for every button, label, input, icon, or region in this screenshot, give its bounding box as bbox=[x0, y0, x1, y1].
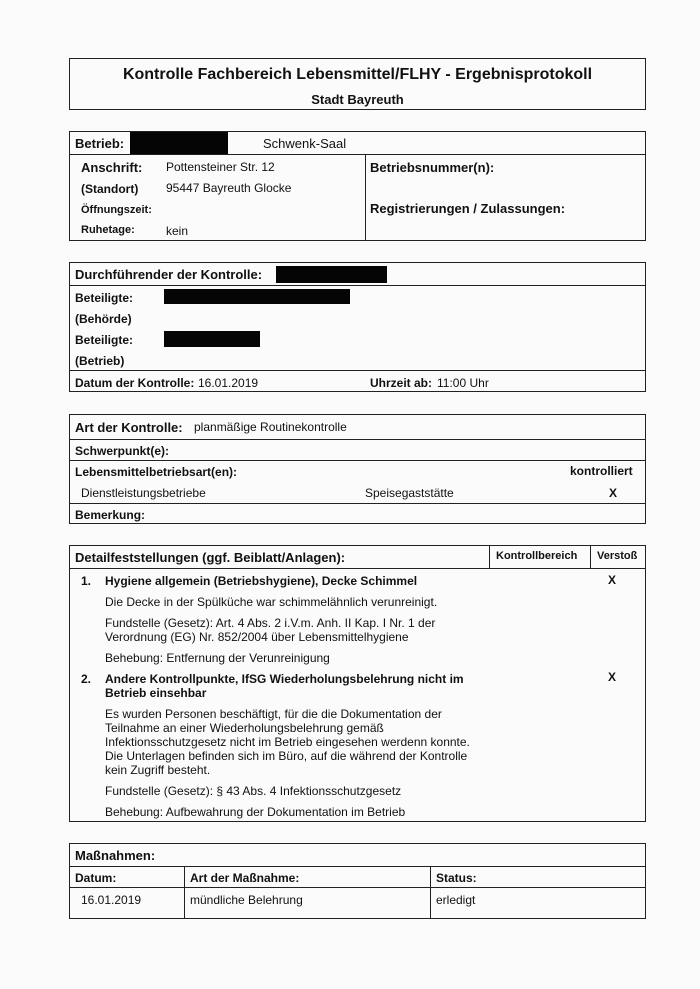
anschrift-ort: 95447 Bayreuth Glocke bbox=[166, 181, 292, 195]
behoerde-label: (Behörde) bbox=[75, 312, 132, 326]
registrierungen-label: Registrierungen / Zulassungen: bbox=[370, 201, 566, 216]
kontrollbereich-label: Kontrollbereich bbox=[496, 550, 578, 562]
divider bbox=[590, 545, 591, 568]
finding-2-text-line5: kein Zugriff besteht. bbox=[105, 763, 211, 777]
oeffnungszeit-label: Öffnungszeit: bbox=[81, 204, 152, 216]
divider bbox=[430, 866, 431, 919]
uhrzeit-label: Uhrzeit ab: bbox=[370, 376, 433, 390]
finding-1-fundstelle-line2: Verordnung (EG) Nr. 852/2004 über Lebensmittelhygiene bbox=[105, 630, 409, 644]
betrieb-paren-label: (Betrieb) bbox=[75, 354, 125, 368]
finding-1-title: Hygiene allgemein (Betriebshygiene), Decke Schimmel bbox=[105, 574, 418, 588]
redacted-block bbox=[130, 132, 228, 154]
art-label: Art der Kontrolle: bbox=[75, 420, 183, 435]
finding-1-text: Die Decke in der Spülküche war schimmelähnlich verunreinigt. bbox=[105, 595, 438, 609]
page-subtitle: Stadt Bayreuth bbox=[311, 92, 404, 107]
anschrift-label: Anschrift: bbox=[81, 160, 143, 175]
massnahmen-art-label: Art der Maßnahme: bbox=[190, 871, 300, 885]
betriebsart-label: Lebensmittelbetriebsart(en): bbox=[75, 465, 238, 479]
finding-2-behebung: Behebung: Aufbewahrung der Dokumentation im Betrieb bbox=[105, 805, 406, 819]
divider bbox=[69, 460, 646, 461]
standort-label: (Standort) bbox=[81, 182, 139, 196]
betrieb-label: Betrieb: bbox=[75, 136, 125, 151]
finding-2-number: 2. bbox=[81, 672, 92, 686]
divider bbox=[365, 154, 366, 241]
betrieb-name: Schwenk-Saal bbox=[263, 136, 347, 151]
beteiligte-betrieb-label: Beteiligte: bbox=[75, 333, 134, 347]
redacted-block bbox=[164, 289, 350, 304]
verstoss-label: Verstoß bbox=[597, 550, 638, 562]
uhrzeit-value: 11:00 Uhr bbox=[437, 376, 489, 390]
finding-2-text-line1: Es wurden Personen beschäftigt, für die die Dokumentation der bbox=[105, 707, 442, 721]
massnahmen-datum-label: Datum: bbox=[75, 871, 117, 885]
bemerkung-label: Bemerkung: bbox=[75, 508, 146, 522]
divider bbox=[69, 370, 646, 371]
page-title: Kontrolle Fachbereich Lebensmittel/FLHY - Ergebnisprotokoll bbox=[122, 66, 593, 83]
massnahmen-section bbox=[69, 843, 646, 919]
finding-2-text-line2: Teilnahme an einer Wiederholungsbelehrung gemäß bbox=[105, 721, 384, 735]
redacted-block bbox=[164, 331, 260, 347]
massnahmen-status: erledigt bbox=[436, 893, 476, 907]
finding-1-number: 1. bbox=[81, 574, 92, 588]
divider bbox=[69, 285, 646, 286]
divider bbox=[184, 866, 185, 919]
kontrolliert-label: kontrolliert bbox=[570, 464, 633, 478]
divider bbox=[69, 568, 646, 569]
finding-2-title-line1: Andere Kontrollpunkte, IfSG Wiederholungsbelehrung nicht im bbox=[105, 672, 464, 686]
schwerpunkt-label: Schwerpunkt(e): bbox=[75, 444, 170, 458]
finding-2-title-line2: Betrieb einsehbar bbox=[105, 686, 207, 700]
detail-header: Detailfeststellungen (ggf. Beiblatt/Anlagen): bbox=[75, 550, 346, 565]
beteiligte-behoerde-label: Beteiligte: bbox=[75, 291, 134, 305]
divider bbox=[69, 503, 646, 504]
datum-label: Datum der Kontrolle: bbox=[75, 376, 195, 390]
betriebsnummer-label: Betriebsnummer(n): bbox=[370, 160, 495, 175]
datum-value: 16.01.2019 bbox=[198, 376, 259, 390]
finding-1-fundstelle-line1: Fundstelle (Gesetz): Art. 4 Abs. 2 i.V.m. Anh. II Kap. I Nr. 1 der bbox=[105, 616, 436, 630]
massnahmen-art: mündliche Belehrung bbox=[190, 893, 303, 907]
finding-2-violation-mark: X bbox=[608, 670, 617, 684]
divider bbox=[69, 866, 646, 867]
divider bbox=[69, 439, 646, 440]
massnahmen-header: Maßnahmen: bbox=[75, 848, 156, 863]
massnahmen-datum: 16.01.2019 bbox=[81, 893, 142, 907]
ruhetage-label: Ruhetage: bbox=[81, 224, 135, 236]
finding-2-fundstelle: Fundstelle (Gesetz): § 43 Abs. 4 Infektionsschutzgesetz bbox=[105, 784, 402, 798]
ruhetage-value: kein bbox=[166, 224, 189, 238]
betriebsart-value: Speisegaststätte bbox=[365, 486, 454, 500]
betriebsart-gruppe: Dienstleistungsbetriebe bbox=[81, 486, 206, 500]
redacted-block bbox=[276, 266, 387, 283]
finding-2-text-line4: Die Unterlagen befinden sich im Büro, auf die während der Kontrolle bbox=[105, 749, 468, 763]
anschrift-strasse: Pottensteiner Str. 12 bbox=[166, 160, 275, 174]
finding-1-behebung: Behebung: Entfernung der Verunreinigung bbox=[105, 651, 330, 665]
divider bbox=[489, 545, 490, 568]
divider bbox=[69, 154, 646, 155]
kontrolliert-mark: X bbox=[609, 486, 618, 500]
finding-1-violation-mark: X bbox=[608, 573, 617, 587]
durchfuehrender-label: Durchführender der Kontrolle: bbox=[75, 267, 263, 282]
art-value: planmäßige Routinekontrolle bbox=[194, 420, 347, 434]
finding-2-text-line3: Infektionsschutzgesetz nicht im Betrieb eingesehen werdenn konnte. bbox=[105, 735, 470, 749]
massnahmen-status-label: Status: bbox=[436, 871, 477, 885]
divider bbox=[69, 887, 646, 888]
